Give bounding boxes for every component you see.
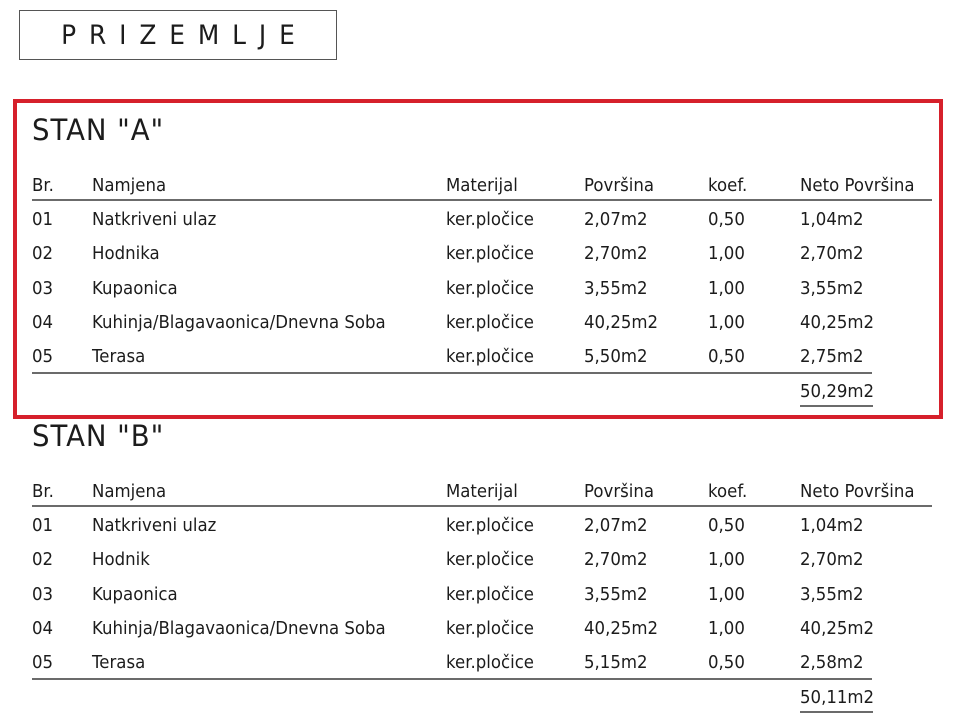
cell-materijal: ker.pločice xyxy=(446,312,534,333)
cell-namjena: Natkriveni ulaz xyxy=(92,209,217,230)
rows-rule xyxy=(32,678,872,680)
cell-koef: 1,00 xyxy=(708,243,745,264)
col-povrsina: Površina xyxy=(584,175,655,196)
cell-namjena: Kuhinja/Blagavaonica/Dnevna Soba xyxy=(92,312,386,333)
col-namjena: Namjena xyxy=(92,175,167,196)
table-header xyxy=(32,175,932,199)
cell-materijal: ker.pločice xyxy=(446,346,534,367)
cell-br: 04 xyxy=(32,312,54,333)
cell-materijal: ker.pločice xyxy=(446,209,534,230)
col-materijal: Materijal xyxy=(446,481,518,502)
cell-namjena: Kupaonica xyxy=(92,584,178,605)
cell-materijal: ker.pločice xyxy=(446,549,534,570)
cell-koef: 0,50 xyxy=(708,209,745,230)
cell-namjena: Terasa xyxy=(92,652,146,673)
cell-koef: 1,00 xyxy=(708,549,745,570)
table-row xyxy=(32,209,932,233)
cell-koef: 1,00 xyxy=(708,618,745,639)
table-row xyxy=(32,584,932,608)
cell-br: 05 xyxy=(32,346,54,367)
cell-neto: 3,55m2 xyxy=(800,584,864,605)
table-row xyxy=(32,618,932,642)
cell-br: 02 xyxy=(32,243,54,264)
cell-neto: 3,55m2 xyxy=(800,278,864,299)
cell-povrsina: 5,50m2 xyxy=(584,346,648,367)
cell-neto: 2,70m2 xyxy=(800,243,864,264)
table-row xyxy=(32,515,932,539)
table-row xyxy=(32,652,932,676)
cell-povrsina: 40,25m2 xyxy=(584,312,659,333)
cell-namjena: Hodnik xyxy=(92,549,150,570)
header-rule xyxy=(32,199,932,201)
cell-materijal: ker.pločice xyxy=(446,243,534,264)
cell-koef: 1,00 xyxy=(708,278,745,299)
cell-neto: 1,04m2 xyxy=(800,209,864,230)
col-neto: Neto Površina xyxy=(800,481,915,502)
cell-povrsina: 40,25m2 xyxy=(584,618,659,639)
cell-koef: 0,50 xyxy=(708,652,745,673)
col-materijal: Materijal xyxy=(446,175,518,196)
cell-neto: 1,04m2 xyxy=(800,515,864,536)
table-row xyxy=(32,549,932,573)
header-rule xyxy=(32,505,932,507)
cell-materijal: ker.pločice xyxy=(446,584,534,605)
cell-neto: 2,70m2 xyxy=(800,549,864,570)
cell-br: 01 xyxy=(32,209,54,230)
cell-materijal: ker.pločice xyxy=(446,652,534,673)
cell-koef: 1,00 xyxy=(708,312,745,333)
col-povrsina: Površina xyxy=(584,481,655,502)
cell-povrsina: 5,15m2 xyxy=(584,652,648,673)
cell-povrsina: 3,55m2 xyxy=(584,278,648,299)
cell-br: 03 xyxy=(32,278,54,299)
cell-namjena: Hodnika xyxy=(92,243,160,264)
page-title: PRIZEMLJE xyxy=(61,19,308,51)
cell-br: 05 xyxy=(32,652,54,673)
col-koef: koef. xyxy=(708,481,748,502)
cell-povrsina: 2,70m2 xyxy=(584,243,648,264)
col-koef: koef. xyxy=(708,175,748,196)
cell-namjena: Natkriveni ulaz xyxy=(92,515,217,536)
cell-povrsina: 2,70m2 xyxy=(584,549,648,570)
stan-b-total: 50,11m2 xyxy=(800,687,875,708)
cell-namjena: Kupaonica xyxy=(92,278,178,299)
cell-neto: 40,25m2 xyxy=(800,312,875,333)
cell-povrsina: 2,07m2 xyxy=(584,209,648,230)
stan-a-title: STAN "A" xyxy=(32,113,165,147)
cell-neto: 2,58m2 xyxy=(800,652,864,673)
total-underline xyxy=(800,711,873,713)
cell-namjena: Terasa xyxy=(92,346,146,367)
cell-materijal: ker.pločice xyxy=(446,515,534,536)
cell-povrsina: 2,07m2 xyxy=(584,515,648,536)
cell-koef: 1,00 xyxy=(708,584,745,605)
col-br: Br. xyxy=(32,481,54,502)
table-row xyxy=(32,278,932,302)
cell-koef: 0,50 xyxy=(708,346,745,367)
cell-namjena: Kuhinja/Blagavaonica/Dnevna Soba xyxy=(92,618,386,639)
cell-br: 03 xyxy=(32,584,54,605)
cell-materijal: ker.pločice xyxy=(446,618,534,639)
table-row xyxy=(32,243,932,267)
col-neto: Neto Površina xyxy=(800,175,915,196)
cell-koef: 0,50 xyxy=(708,515,745,536)
cell-materijal: ker.pločice xyxy=(446,278,534,299)
rows-rule xyxy=(32,372,872,374)
col-namjena: Namjena xyxy=(92,481,167,502)
cell-neto: 40,25m2 xyxy=(800,618,875,639)
cell-br: 02 xyxy=(32,549,54,570)
cell-br: 04 xyxy=(32,618,54,639)
page-title-box xyxy=(19,10,337,60)
cell-povrsina: 3,55m2 xyxy=(584,584,648,605)
stan-a-total: 50,29m2 xyxy=(800,381,875,402)
cell-neto: 2,75m2 xyxy=(800,346,864,367)
col-br: Br. xyxy=(32,175,54,196)
total-underline xyxy=(800,405,873,407)
stan-b-title: STAN "B" xyxy=(32,419,165,453)
cell-br: 01 xyxy=(32,515,54,536)
table-row xyxy=(32,346,932,370)
table-header xyxy=(32,481,932,505)
table-row xyxy=(32,312,932,336)
